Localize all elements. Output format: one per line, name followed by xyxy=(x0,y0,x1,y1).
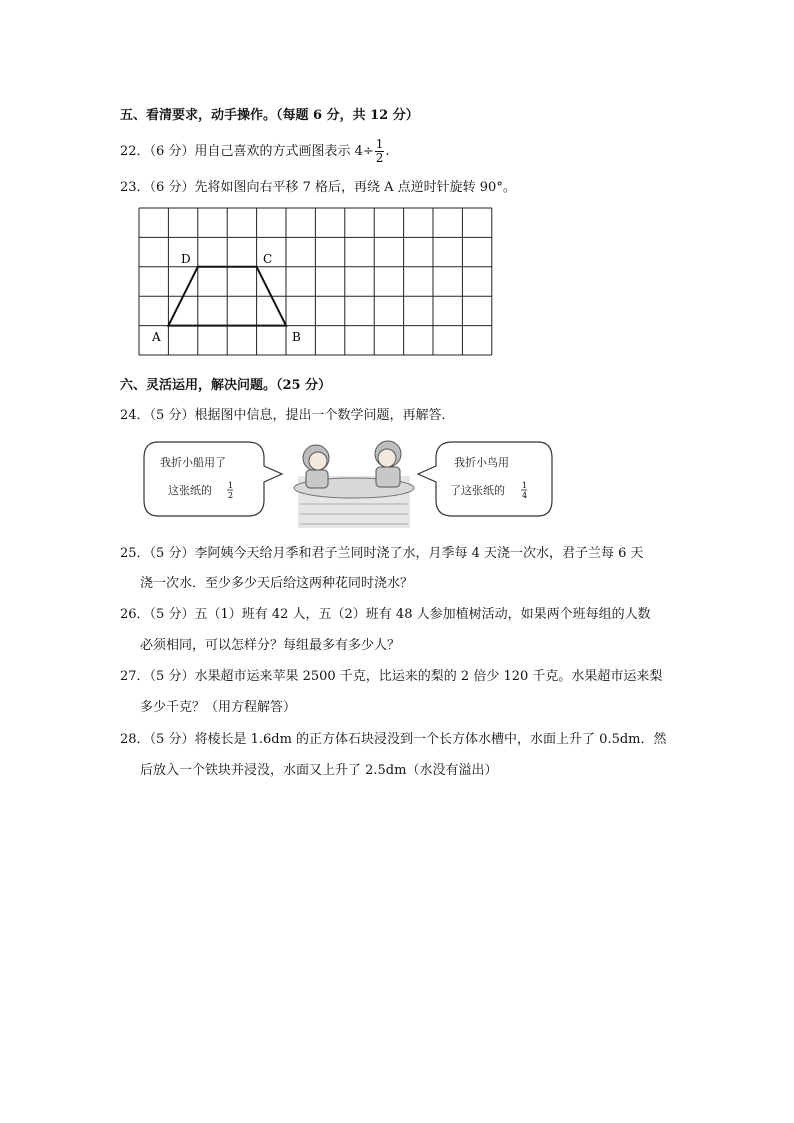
question-text: 先将如图向右平移 7 格后，再绕 A 点逆时针旋转 90°。 xyxy=(194,180,516,195)
question-score: （6 分） xyxy=(149,144,195,159)
grid-lines xyxy=(139,208,492,355)
question-23 xyxy=(120,176,516,195)
question-text-line1: 将棱长是 1.6dm 的正方体石块浸没到一个长方体水槽中，水面上升了 0.5dm．然 xyxy=(194,732,667,747)
question-26 xyxy=(120,603,651,622)
question-text-line1: 水果超市运来苹果 2500 千克，比运来的梨的 2 倍少 120 千克。水果超市运来梨 xyxy=(194,669,663,684)
fraction xyxy=(375,138,385,165)
question-number: 23． xyxy=(120,180,150,195)
fraction-denominator: 2 xyxy=(375,151,384,165)
right-frac-num: 1 xyxy=(522,481,528,490)
question-number: 26． xyxy=(120,607,150,622)
question-number: 28． xyxy=(120,732,150,747)
question-28-line2: 后放入一个铁块并浸没，水面又上升了 2.5dm（水没有溢出） xyxy=(140,763,498,778)
grid-svg xyxy=(138,207,494,359)
children-picture xyxy=(294,441,414,528)
question-end: . xyxy=(385,144,390,159)
question-25 xyxy=(120,542,644,561)
left-speech-bubble xyxy=(144,442,282,516)
fraction-numerator: 1 xyxy=(375,137,384,151)
question-score: （5 分） xyxy=(149,669,195,684)
question-number: 22． xyxy=(120,144,150,159)
q24-illustration xyxy=(138,436,558,532)
question-score: （5 分） xyxy=(149,546,195,561)
left-bubble-line2: 这张纸的 xyxy=(168,484,212,497)
question-text: 用自己喜欢的方式画图表示 4÷ xyxy=(194,144,374,159)
label-d: D xyxy=(181,252,191,266)
question-score: （5 分） xyxy=(149,732,195,747)
question-22 xyxy=(120,138,390,165)
left-frac-den: 2 xyxy=(228,491,234,500)
right-bubble-line1: 我折小鸟用 xyxy=(454,456,509,469)
question-28 xyxy=(120,728,667,747)
left-bubble-line1: 我折小船用了 xyxy=(160,456,226,469)
question-score: （5 分） xyxy=(149,607,195,622)
label-b: B xyxy=(292,330,301,344)
question-25-line2: 浇一次水．至少多少天后给这两种花同时浇水？ xyxy=(140,576,414,591)
question-number: 25． xyxy=(120,546,150,561)
right-bubble-line2: 了这张纸的 xyxy=(450,484,505,497)
left-frac-num: 1 xyxy=(228,481,234,490)
question-24 xyxy=(120,404,454,423)
right-speech-bubble xyxy=(418,442,552,516)
question-27-line2: 多少千克？（用方程解答） xyxy=(140,700,297,715)
label-a: A xyxy=(152,330,161,344)
question-text-line1: 李阿姨今天给月季和君子兰同时浇了水，月季每 4 天浇一次水，君子兰每 6 天 xyxy=(194,546,644,561)
question-score: （6 分） xyxy=(149,180,195,195)
question-number: 24． xyxy=(120,408,150,423)
question-number: 27． xyxy=(120,669,150,684)
label-c: C xyxy=(263,252,273,266)
question-text-line1: 五（1）班有 42 人，五（2）班有 48 人参加植树活动，如果两个班每组的人数 xyxy=(194,607,651,622)
section-6-heading: 六、灵活运用，解决问题。（25 分） xyxy=(120,378,332,393)
question-text: 根据图中信息，提出一个数学问题，再解答． xyxy=(194,408,455,423)
question-26-line2: 必须相同，可以怎样分？每组最多有多少人？ xyxy=(140,638,401,653)
section-5-heading: 五、看清要求，动手操作。（每题 6 分，共 12 分） xyxy=(120,108,419,123)
grid-figure xyxy=(138,207,494,363)
question-score: （5 分） xyxy=(149,408,195,423)
question-27 xyxy=(120,665,662,684)
right-frac-den: 4 xyxy=(522,491,528,500)
